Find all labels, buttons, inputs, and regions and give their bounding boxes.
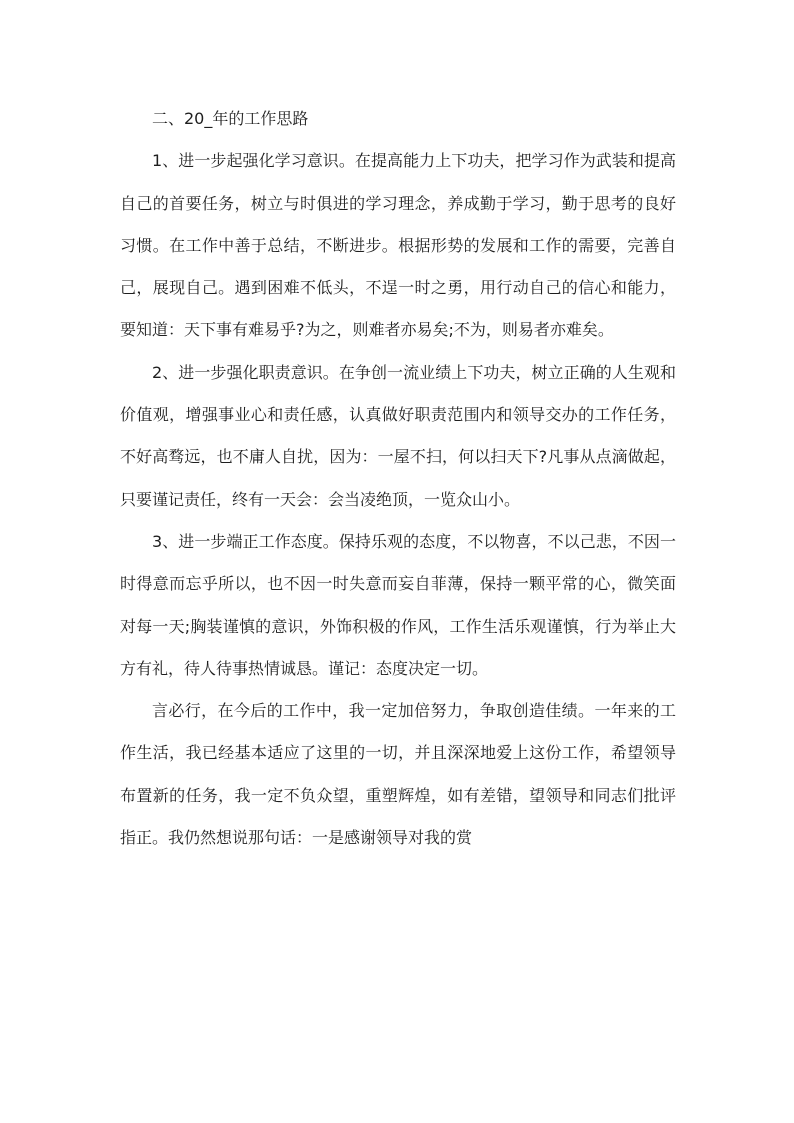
section-heading: 二、20_年的工作思路 xyxy=(152,109,309,128)
paragraph-work-attitude: 3、进一步端正工作态度。保持乐观的态度，不以物喜，不以己悲，不因一时得意而忘乎所以，也不因一时失意而妄自菲薄，保持一颗平常的心，微笑面对每一天;胸装谨慎的意识，外饰积极的作风，工作生活乐观谨慎，行为举止大方有礼，待人待事热情诚恳。谨记：态度决定一切。 xyxy=(120,531,676,678)
document-body xyxy=(120,98,676,859)
paragraph-study-awareness: 1、进一步起强化学习意识。在提高能力上下功夫，把学习作为武装和提高自己的首要任务，树立与时俱进的学习理念，养成勤于学习，勤于思考的良好习惯。在工作中善于总结，不断进步。根据形势的发展和工作的需要，完善自己，展现自己。遇到困难不低头，不逞一时之勇，用行动自己的信心和能力，要知道：天下事有难易乎?为之，则难者亦易矣;不为，则易者亦难矣。 xyxy=(120,151,676,340)
paragraph-duty-awareness: 2、进一步强化职责意识。在争创一流业绩上下功夫，树立正确的人生观和价值观，增强事业心和责任感，认真做好职责范围内和领导交办的工作任务，不好高骛远，也不庸人自扰，因为：一屋不扫，何以扫天下?凡事从点滴做起，只要谨记责任，终有一天会：会当凌绝顶，一览众山小。 xyxy=(120,362,676,509)
paragraph-closing: 言必行，在今后的工作中，我一定加倍努力，争取创造佳绩。一年来的工作生活，我已经基本适应了这里的一切，并且深深地爱上这份工作，希望领导布置新的任务，我一定不负众望，重塑辉煌，如有差错，望领导和同志们批评指正。我仍然想说那句话：一是感谢领导对我的赏 xyxy=(120,701,676,848)
